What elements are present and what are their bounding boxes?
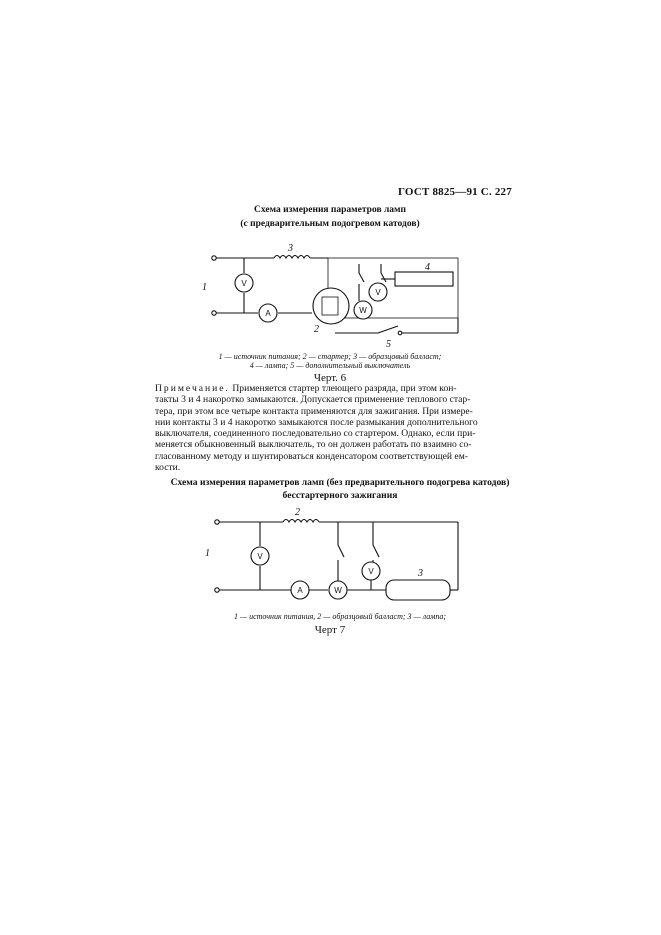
label7-A: A <box>297 586 303 595</box>
scheme6-diagram <box>212 256 458 335</box>
note-line6: меняется обыкновенный выключатель, то он должен работать по взаимно со- <box>155 439 472 451</box>
label7-W: W <box>334 586 342 595</box>
label7-V1: V <box>257 552 263 561</box>
figure7-label: Черт 7 <box>314 624 346 636</box>
label-n5: 5 <box>386 339 391 350</box>
label-n4: 4 <box>425 262 430 273</box>
note-line2: такты 3 и 4 накоротко замыкаются. Допускается применение теплового стар- <box>155 394 471 406</box>
label-n1: 1 <box>202 282 207 293</box>
terminal-bottom-left <box>212 311 216 315</box>
note-line3: тера, при этом все четыре контакта применяются для зажигания. При измере- <box>155 405 473 417</box>
label7-V2: V <box>368 567 374 576</box>
note-line1: Примечание. Применяется стартер тлеющего разряда, при этом кон- <box>155 383 457 394</box>
note-line7: гласованному методу и шунтироваться конденсатором соответствующей ем- <box>155 450 468 462</box>
terminal-top-left <box>212 256 216 260</box>
figure6-label: Черт. 6 <box>313 372 347 384</box>
scheme7-title-line2: бесстартерного зажигания <box>282 490 398 501</box>
scheme7-title-line1: Схема измерения параметров ламп (без предварительного подогрева катодов) <box>170 477 510 488</box>
terminal7-bottom-left <box>215 588 219 592</box>
ballast-coil-6 <box>274 256 310 259</box>
scheme6-title-line1: Схема измерения параметров ламп <box>254 205 406 215</box>
note-heading: Примечание. <box>155 383 230 394</box>
label-A: A <box>265 309 271 318</box>
starter-2 <box>313 288 349 324</box>
label-V1: V <box>241 279 247 288</box>
scheme7-caption: 1 — источник питания, 2 — образцовый балласт; 3 — лампа; <box>233 612 447 621</box>
scheme6-caption-line1: 1 — источник питания; 2 — стартер; 3 — образцовый балласт; <box>218 352 442 361</box>
scheme6-title-line2: (с предварительным подогревом катодов) <box>240 219 420 229</box>
page-header: ГОСТ 8825—91 С. 227 <box>398 186 512 198</box>
label7-n3: 3 <box>418 568 423 579</box>
note-line8: кости. <box>155 462 181 474</box>
label7-n2: 2 <box>295 507 300 518</box>
label-n2: 2 <box>314 324 319 335</box>
lamp-7 <box>386 580 450 600</box>
label-V2: V <box>375 288 381 297</box>
lamp-6 <box>395 272 453 286</box>
note-line5: выключателя, соединенного последовательно со стартером. Однако, если при- <box>155 428 476 440</box>
label7-n1: 1 <box>205 548 210 559</box>
terminal7-top-left <box>215 520 219 524</box>
scheme6-caption-line2: 4 — лампа; 5 — дополнительный выключатель <box>249 361 411 370</box>
note-paragraph <box>155 383 525 473</box>
ballast-coil-7 <box>283 520 319 523</box>
label-W: W <box>359 306 367 315</box>
label-n3: 3 <box>288 243 293 254</box>
note-line4: нии контакты 3 и 4 накоротко замыкаются после размыкания дополнительного <box>155 416 478 428</box>
